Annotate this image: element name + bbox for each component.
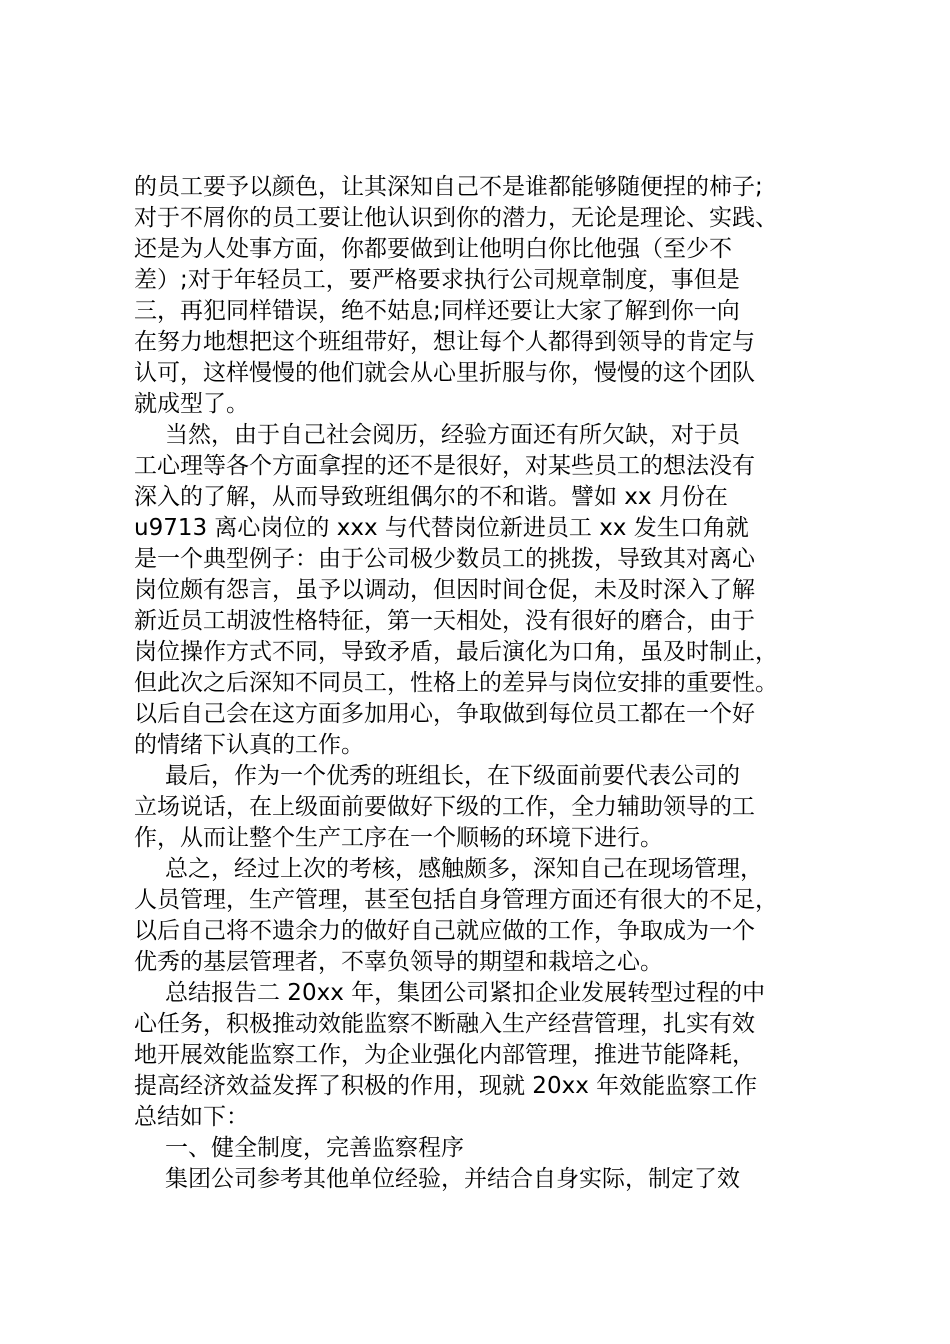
paragraph-start-line: 当然，由于自己社会阅历，经验方面还有所欠缺，对于员: [165, 422, 740, 448]
text-line: 差）;对于年轻员工，要严格要求执行公司规章制度，事但是: [134, 267, 740, 293]
paragraph-start-line: 最后，作为一个优秀的班组长，在下级面前要代表公司的: [165, 763, 740, 789]
text-line: 工心理等各个方面拿捏的还不是很好，对某些员工的想法没有: [134, 453, 755, 479]
text-line: 立场说话，在上级面前要做好下级的工作，全力辅助领导的工: [134, 794, 755, 820]
text-line: 岗位操作方式不同，导致矛盾，最后演化为口角，虽及时制止，: [134, 639, 778, 665]
text-line: 的情绪下认真的工作。: [134, 732, 364, 758]
text-line: 深入的了解，从而导致班组偶尔的不和谐。譬如 xx 月份在: [134, 484, 728, 510]
text-line: 提高经济效益发挥了积极的作用，现就 20xx 年效能监察工作: [134, 1073, 758, 1099]
text-line: 作，从而让整个生产工序在一个顺畅的环境下进行。: [134, 825, 663, 851]
text-line: 心任务，积极推动效能监察不断融入生产经营管理，扎实有效: [134, 1011, 755, 1037]
paragraph-start-line: 总结报告二 20xx 年，集团公司紧扣企业发展转型过程的中: [165, 980, 766, 1006]
text-line: 人员管理，生产管理，甚至包括自身管理方面还有很大的不足，: [134, 887, 778, 913]
text-line: 三，再犯同样错误，绝不姑息;同样还要让大家了解到你一向: [134, 298, 740, 324]
text-line: 岗位颇有怨言，虽予以调动，但因时间仓促，未及时深入了解: [134, 577, 755, 603]
text-line: 对于不屑你的员工要让他认识到你的潜力，无论是理论、实践、: [134, 205, 778, 231]
section-heading: 一、健全制度，完善监察程序: [165, 1135, 464, 1161]
text-line: u9713 离心岗位的 xxx 与代替岗位新进员工 xx 发生口角就: [134, 515, 749, 541]
text-line: 以后自己将不遗余力的做好自己就应做的工作，争取成为一个: [134, 918, 755, 944]
text-line: 但此次之后深知不同员工，性格上的差异与岗位安排的重要性。: [134, 670, 778, 696]
paragraph-start-line: 集团公司参考其他单位经验，并结合自身实际，制定了效: [165, 1166, 740, 1192]
text-line: 地开展效能监察工作，为企业强化内部管理，推进节能降耗，: [134, 1042, 755, 1068]
text-line: 优秀的基层管理者，不辜负领导的期望和栽培之心。: [134, 949, 663, 975]
text-line: 还是为人处事方面，你都要做到让他明白你比他强（至少不: [134, 236, 732, 262]
text-line: 认可，这样慢慢的他们就会从心里折服与你，慢慢的这个团队: [134, 360, 755, 386]
text-line: 的员工要予以颜色，让其深知自己不是谁都能够随便捏的柿子;: [134, 174, 763, 200]
text-line: 新近员工胡波性格特征，第一天相处，没有很好的磨合，由于: [134, 608, 755, 634]
text-line: 总结如下：: [134, 1104, 249, 1130]
text-line: 就成型了。: [134, 391, 249, 417]
text-line: 在努力地想把这个班组带好，想让每个人都得到领导的肯定与: [134, 329, 755, 355]
text-line: 以后自己会在这方面多加用心，争取做到每位员工都在一个好: [134, 701, 755, 727]
text-line: 是一个典型例子：由于公司极少数员工的挑拨，导致其对离心: [134, 546, 755, 572]
paragraph-start-line: 总之，经过上次的考核，感触颇多，深知自己在现场管理，: [165, 856, 763, 882]
